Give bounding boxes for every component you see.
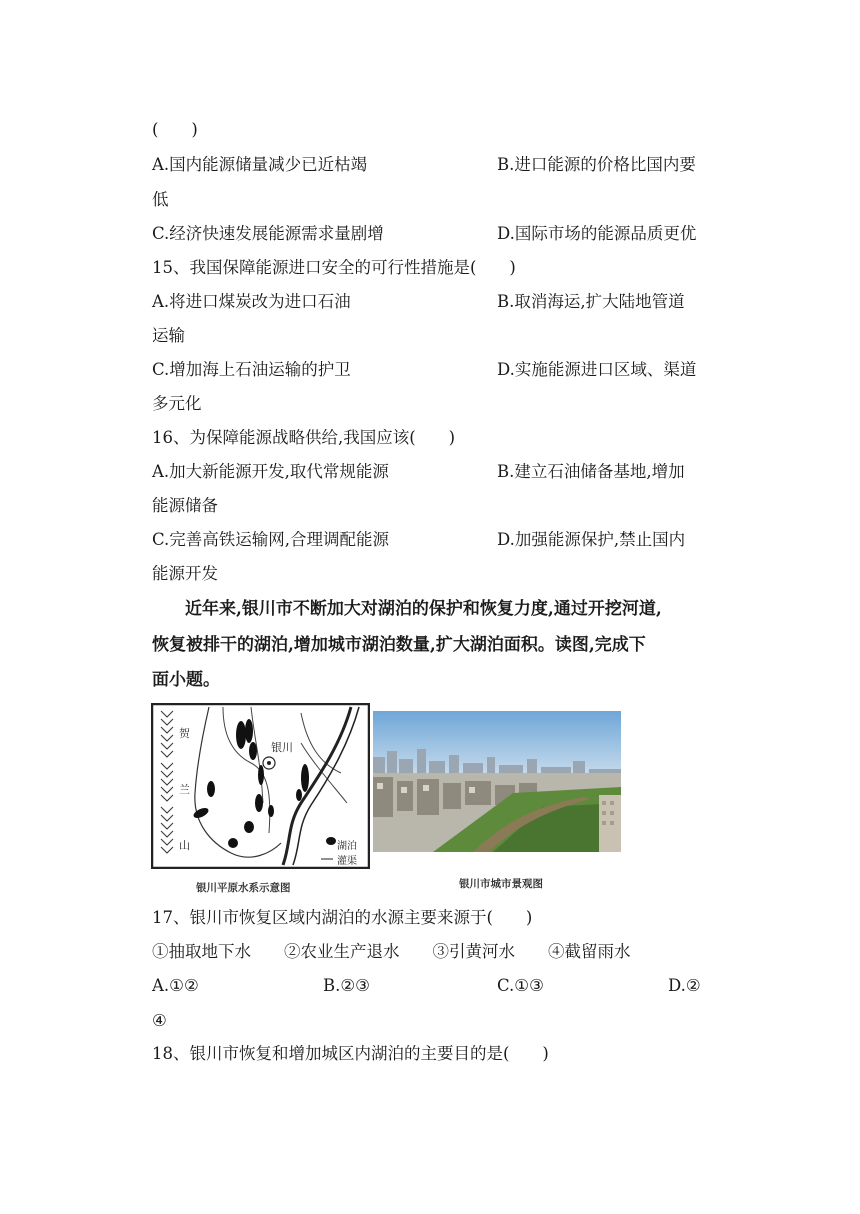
q14-option-c: C.经济快速发展能源需求量剧增 <box>152 224 384 243</box>
q18-stem: 18、银川市恢复和增加城区内湖泊的主要目的是( ) <box>152 1044 549 1063</box>
q17-option-d-cont: ④ <box>152 1011 167 1030</box>
legend-lake-label: 湖泊 <box>337 841 357 852</box>
passage-line-2: 恢复被排干的湖泊,增加城市湖泊数量,扩大湖泊面积。读图,完成下 <box>152 635 646 655</box>
photo-drawing <box>373 711 621 852</box>
q14-option-b-cont: 低 <box>152 190 169 209</box>
q16-stem: 16、为保障能源战略供给,我国应该( ) <box>152 428 456 447</box>
q16-option-c: C.完善高铁运输网,合理调配能源 <box>152 530 390 549</box>
q15-option-c: C.增加海上石油运输的护卫 <box>152 360 351 379</box>
mountain-label-2: 兰 <box>179 783 190 796</box>
city-landscape-photo <box>373 711 621 852</box>
q15-option-b-cont: 运输 <box>152 326 185 345</box>
passage-line-3: 面小题。 <box>152 670 220 690</box>
city-label: 银川 <box>271 741 293 754</box>
q16-option-b: B.建立石油储备基地,增加 <box>497 462 685 481</box>
passage-line-1: 近年来,银川市不断加大对湖泊的保护和恢复力度,通过开挖河道, <box>185 599 662 619</box>
q14-option-d: D.国际市场的能源品质更优 <box>497 224 697 243</box>
mountain-label-3: 山 <box>179 839 190 852</box>
q16-option-b-cont: 能源储备 <box>152 496 218 515</box>
q15-option-d: D.实施能源进口区域、渠道 <box>497 360 697 379</box>
q16-option-d-cont: 能源开发 <box>152 564 218 583</box>
q15-stem: 15、我国保障能源进口安全的可行性措施是( ) <box>152 258 516 277</box>
mountain-label-1: 贺 <box>179 727 190 740</box>
q14-option-b: B.进口能源的价格比国内要 <box>497 155 696 174</box>
water-system-map <box>151 703 370 869</box>
q15-option-d-cont: 多元化 <box>152 394 202 413</box>
q17-option-a: A.①② <box>152 976 199 995</box>
q14-option-a: A.国内能源储量减少已近枯竭 <box>152 155 368 174</box>
q17-option-d: D.② <box>668 976 701 995</box>
map-caption: 银川平原水系示意图 <box>196 882 291 894</box>
q16-option-a: A.加大新能源开发,取代常规能源 <box>152 462 389 481</box>
q17-option-b: B.②③ <box>323 976 370 995</box>
q17-stem: 17、银川市恢复区域内湖泊的水源主要来源于( ) <box>152 908 533 927</box>
q15-option-b: B.取消海运,扩大陆地管道 <box>497 292 685 311</box>
q16-option-d: D.加强能源保护,禁止国内 <box>497 530 686 549</box>
photo-caption: 银川市城市景观图 <box>459 878 543 890</box>
q15-option-a: A.将进口煤炭改为进口石油 <box>152 292 351 311</box>
q17-option-c: C.①③ <box>497 976 544 995</box>
q14-stem-tail: ( ) <box>152 120 198 139</box>
q17-choices: ①抽取地下水 ②农业生产退水 ③引黄河水 ④截留雨水 <box>152 942 631 961</box>
legend-canal-label: 灌渠 <box>337 856 357 867</box>
